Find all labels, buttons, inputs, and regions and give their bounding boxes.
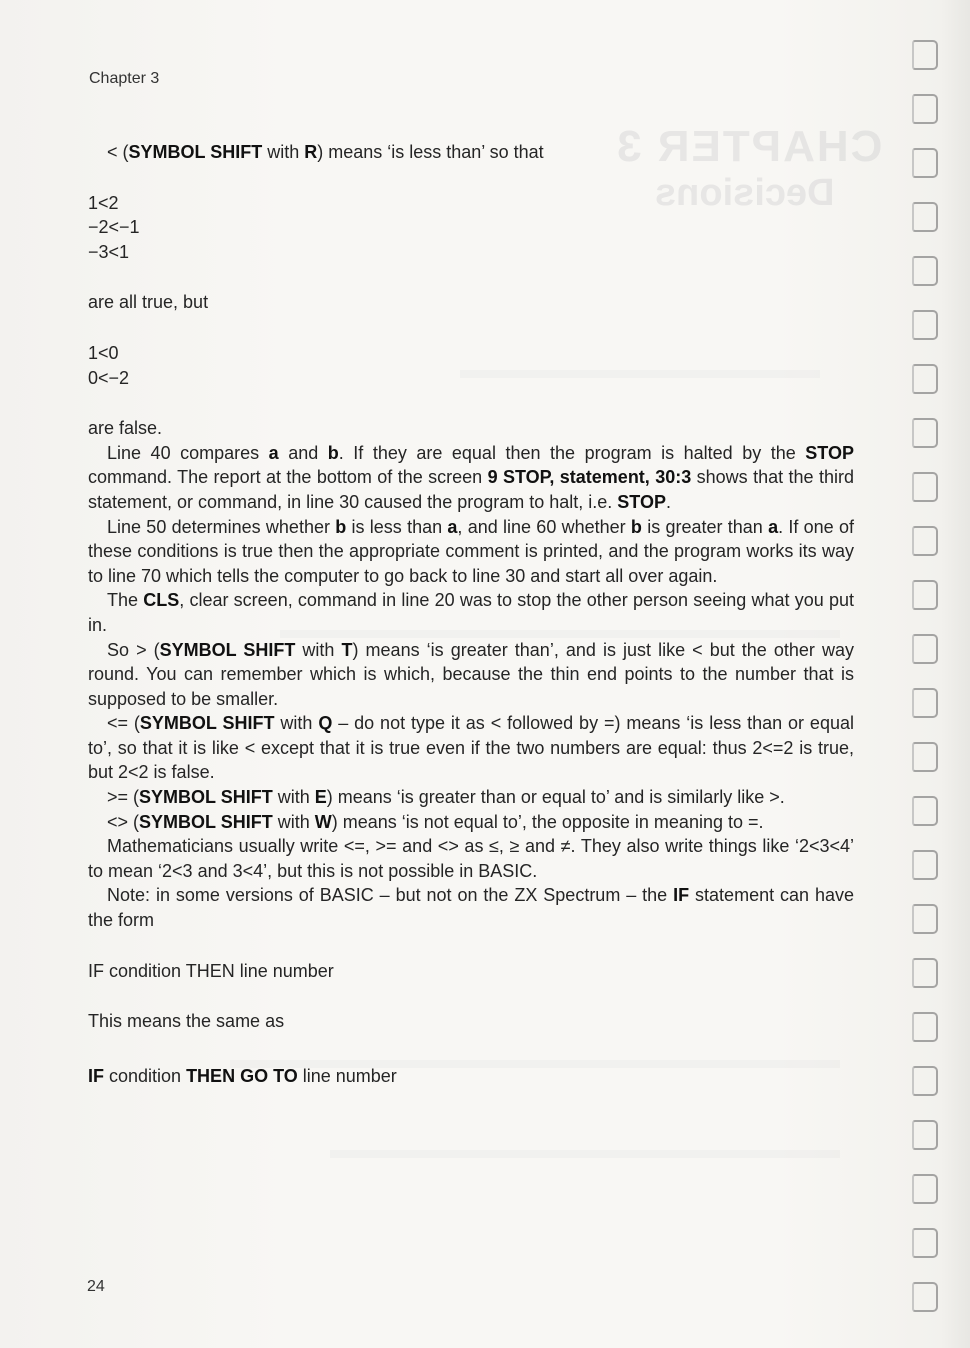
binding-ring [912,958,938,988]
paragraph-note: Note: in some versions of BASIC – but not on the ZX Spectrum – the IF statement can have the form [88,885,854,931]
binding-ring [912,742,938,772]
ghost-chapter-heading: CHAPTER 3 [615,122,883,171]
binding-ring [912,526,938,556]
binding-ring [912,1012,938,1042]
example-line: 1<0 [88,342,119,363]
binding-ring [912,1066,938,1096]
are-false-text: are false. [88,418,163,439]
binding-ring [912,256,938,286]
paragraph-less-or-equal: <= (SYMBOL SHIFT with Q – do not type it as < followed by =) means ‘is less than or equal to’, so that it is like < except that it is true even if the two numbers are equal: thus 2<=2 is true, but 2<2 is false. [88,713,854,783]
page-body [88,140,854,1088]
binding-ring [912,1120,938,1150]
binding-ring [912,904,938,934]
binding-ring [912,94,938,124]
form-if-then-go-to: IF condition THEN GO TO line number [88,1065,397,1086]
page-number: 24 [87,1278,105,1295]
running-head: Chapter 3 [89,70,160,87]
ghost-line [330,1150,840,1158]
binding-ring [912,1282,938,1312]
same-as-text: This means the same as [88,1011,285,1032]
ghost-chapter-title: Decisions [655,172,835,214]
paragraph-greater-than: So > (SYMBOL SHIFT with T) means ‘is greater than’, and is just like < but the other way round. You can remember which is which, because the thin end points to the number that is supposed to be smaller. [88,639,854,709]
example-line: −2<−1 [88,217,140,238]
paragraph-line-50: Line 50 determines whether b is less than a, and line 60 whether b is greater than a. If one of these conditions is true then the appropriate comment is printed, and the program works its way to line 70 which tells the computer to go back to line 30 and start all over again. [88,516,854,586]
binding-ring [912,310,938,340]
paragraph-line-40: Line 40 compares a and b. If they are equal then the program is halted by the STOP command. The report at the bottom of the screen 9 STOP, statement, 30:3 shows that the third statement, or command, in line 30 caused the program to halt, i.e. STOP. [88,442,854,512]
binding-ring [912,364,938,394]
binding-ring [912,634,938,664]
page-edge-shadow [940,0,970,1348]
example-line: 0<−2 [88,367,130,388]
binding-ring [912,1174,938,1204]
binding-ring [912,148,938,178]
form-if-then: IF condition THEN line number [88,960,334,981]
binding-ring [912,202,938,232]
less-than-intro: < (SYMBOL SHIFT with R) means ‘is less than’ so that [107,142,544,162]
example-line: −3<1 [88,241,130,262]
binding-ring [912,580,938,610]
paragraph-not-equal: <> (SYMBOL SHIFT with W) means ‘is not equal to’, the opposite in meaning to =. [107,811,764,832]
example-line: 1<2 [88,192,119,213]
binding-ring [912,688,938,718]
all-true-text: are all true, but [88,292,209,313]
paragraph-greater-or-equal: >= (SYMBOL SHIFT with E) means ‘is greater than or equal to’ and is similarly like >. [107,787,785,808]
paragraph-mathematicians: Mathematicians usually write <=, >= and <> as ≤, ≥ and ≠. They also write things like ‘2<3<4’ to mean ‘2<3 and 3<4’, but this is not possible in BASIC. [88,836,854,881]
binding-ring [912,418,938,448]
paragraph-cls: The CLS, clear screen, command in line 20 was to stop the other person seeing what you put in. [88,590,854,635]
binding-ring [912,1228,938,1258]
binding-ring [912,796,938,826]
binding-ring [912,472,938,502]
binding-ring [912,40,938,70]
binding-ring [912,850,938,880]
